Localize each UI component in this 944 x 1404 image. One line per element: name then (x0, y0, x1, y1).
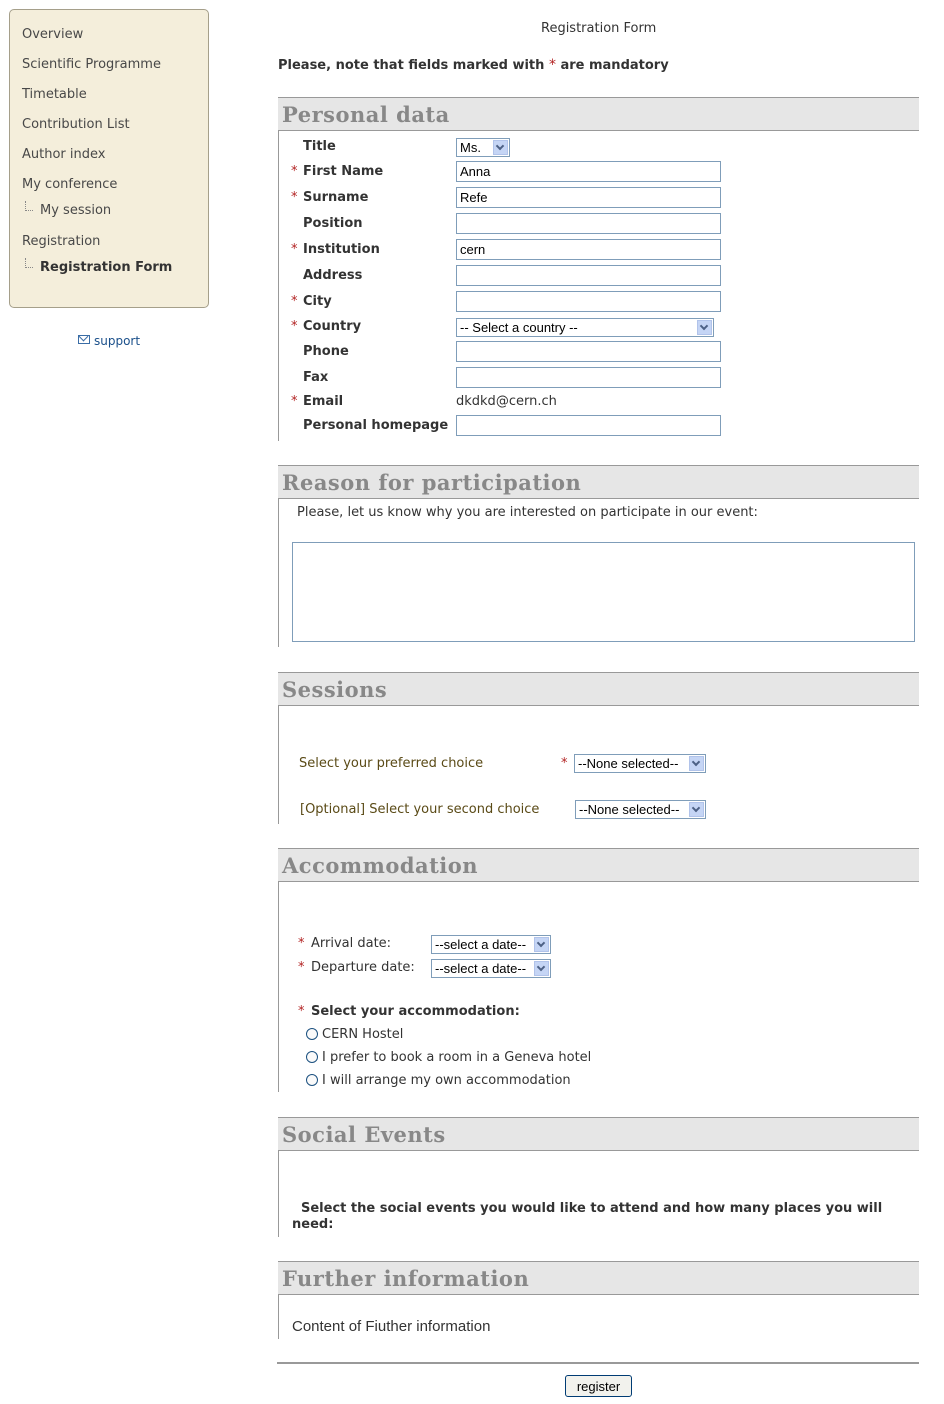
section-border (278, 882, 279, 1092)
geneva-hotel-label: I prefer to book a room in a Geneva hotel (322, 1050, 592, 1065)
chevron-down-icon (493, 140, 508, 155)
sidebar-menu (9, 9, 209, 308)
chevron-down-icon (689, 756, 704, 771)
city-label: City (303, 294, 332, 309)
support-label: support (94, 334, 141, 348)
second-session-value: --None selected-- (579, 802, 680, 817)
own-accommodation-label: I will arrange my own accommodation (322, 1073, 571, 1088)
sidebar-item-scientific-programme[interactable]: Scientific Programme (22, 57, 161, 72)
required-star: * (291, 164, 298, 179)
surname-input[interactable] (456, 187, 721, 208)
section-border (278, 1295, 279, 1339)
departure-date-label: Departure date: (311, 960, 415, 975)
preferred-choice-label: Select your preferred choice (299, 756, 484, 771)
footer-divider (277, 1362, 919, 1364)
page-title: Registration Form (541, 21, 657, 36)
required-star: * (291, 319, 298, 334)
sidebar-item-registration[interactable]: Registration (22, 234, 101, 249)
mandatory-note-text-end: are mandatory (555, 58, 669, 73)
address-input[interactable] (456, 265, 721, 286)
first-name-label: First Name (303, 164, 384, 179)
title-label: Title (303, 139, 336, 154)
reason-textarea[interactable] (292, 542, 915, 642)
support-link[interactable] (78, 334, 140, 348)
further-info-content: Content of Fiuther information (292, 1318, 491, 1335)
address-label: Address (303, 268, 363, 283)
required-star: * (291, 294, 298, 309)
reason-prompt: Please, let us know why you are interested on participate in our event: (297, 505, 758, 520)
email-label: Email (303, 394, 344, 409)
country-select[interactable] (456, 318, 714, 337)
mandatory-note (278, 57, 669, 73)
departure-date-select[interactable] (431, 959, 551, 978)
institution-input[interactable] (456, 239, 721, 260)
sidebar-item-timetable[interactable]: Timetable (22, 87, 87, 102)
envelope-icon (78, 335, 90, 344)
phone-label: Phone (303, 344, 349, 359)
cern-hostel-label: CERN Hostel (322, 1027, 404, 1042)
required-star: * (291, 190, 298, 205)
geneva-hotel-radio[interactable] (306, 1051, 318, 1063)
social-events-prompt: Select the social events you would like to attend and how many places you will (301, 1201, 883, 1216)
departure-date-value: --select a date-- (435, 961, 527, 976)
country-label: Country (303, 319, 362, 334)
email-value: dkdkd@cern.ch (456, 394, 557, 409)
register-button[interactable]: register (565, 1375, 632, 1397)
sidebar-item-overview[interactable]: Overview (22, 27, 84, 42)
sidebar-item-contribution-list[interactable]: Contribution List (22, 117, 130, 132)
social-events-prompt-end: need: (292, 1217, 334, 1232)
chevron-down-icon (534, 961, 549, 976)
second-choice-label: [Optional] Select your second choice (300, 802, 540, 817)
section-reason-heading: Reason for participation (278, 465, 919, 499)
cern-hostel-radio[interactable] (306, 1028, 318, 1040)
homepage-label: Personal homepage (303, 418, 449, 433)
mandatory-star: * (548, 57, 556, 73)
institution-label: Institution (303, 242, 380, 257)
required-star: * (291, 242, 298, 257)
section-border (278, 706, 279, 824)
section-border (278, 1151, 279, 1237)
section-sessions-heading: Sessions (278, 672, 919, 706)
sidebar-item-author-index[interactable]: Author index (22, 147, 106, 162)
homepage-input[interactable] (456, 415, 721, 436)
chevron-down-icon (534, 937, 549, 952)
second-session-select[interactable] (575, 800, 706, 819)
section-border (278, 131, 279, 441)
city-input[interactable] (456, 291, 721, 312)
sidebar-item-my-conference[interactable]: My conference (22, 177, 118, 192)
title-select[interactable] (456, 138, 510, 157)
fax-input[interactable] (456, 367, 721, 388)
section-social-events-heading: Social Events (278, 1117, 919, 1151)
required-star: * (298, 936, 305, 951)
arrival-date-value: --select a date-- (435, 937, 527, 952)
sidebar-item-my-session[interactable]: My session (40, 203, 112, 218)
section-border (278, 499, 279, 647)
mandatory-note-text: Please, note that fields marked with (278, 58, 549, 73)
preferred-session-value: --None selected-- (578, 756, 679, 771)
required-star: * (561, 756, 568, 771)
section-further-info-heading: Further information (278, 1261, 919, 1295)
section-accommodation-heading: Accommodation (278, 848, 919, 882)
phone-input[interactable] (456, 341, 721, 362)
preferred-session-select[interactable] (574, 754, 706, 773)
own-accommodation-radio[interactable] (306, 1074, 318, 1086)
surname-label: Surname (303, 190, 369, 205)
required-star: * (298, 960, 305, 975)
required-star: * (291, 394, 298, 409)
chevron-down-icon (697, 320, 712, 335)
fax-label: Fax (303, 370, 329, 385)
position-label: Position (303, 216, 363, 231)
chevron-down-icon (689, 802, 704, 817)
required-star: * (298, 1004, 305, 1019)
section-personal-data-heading: Personal data (278, 97, 919, 131)
sidebar-item-registration-form[interactable]: Registration Form (40, 260, 173, 275)
arrival-date-select[interactable] (431, 935, 551, 954)
select-accommodation-label: Select your accommodation: (311, 1004, 520, 1019)
title-select-value: Ms. (460, 140, 481, 155)
arrival-date-label: Arrival date: (311, 936, 392, 951)
position-input[interactable] (456, 213, 721, 234)
first-name-input[interactable] (456, 161, 721, 182)
country-select-value: -- Select a country -- (460, 320, 578, 335)
